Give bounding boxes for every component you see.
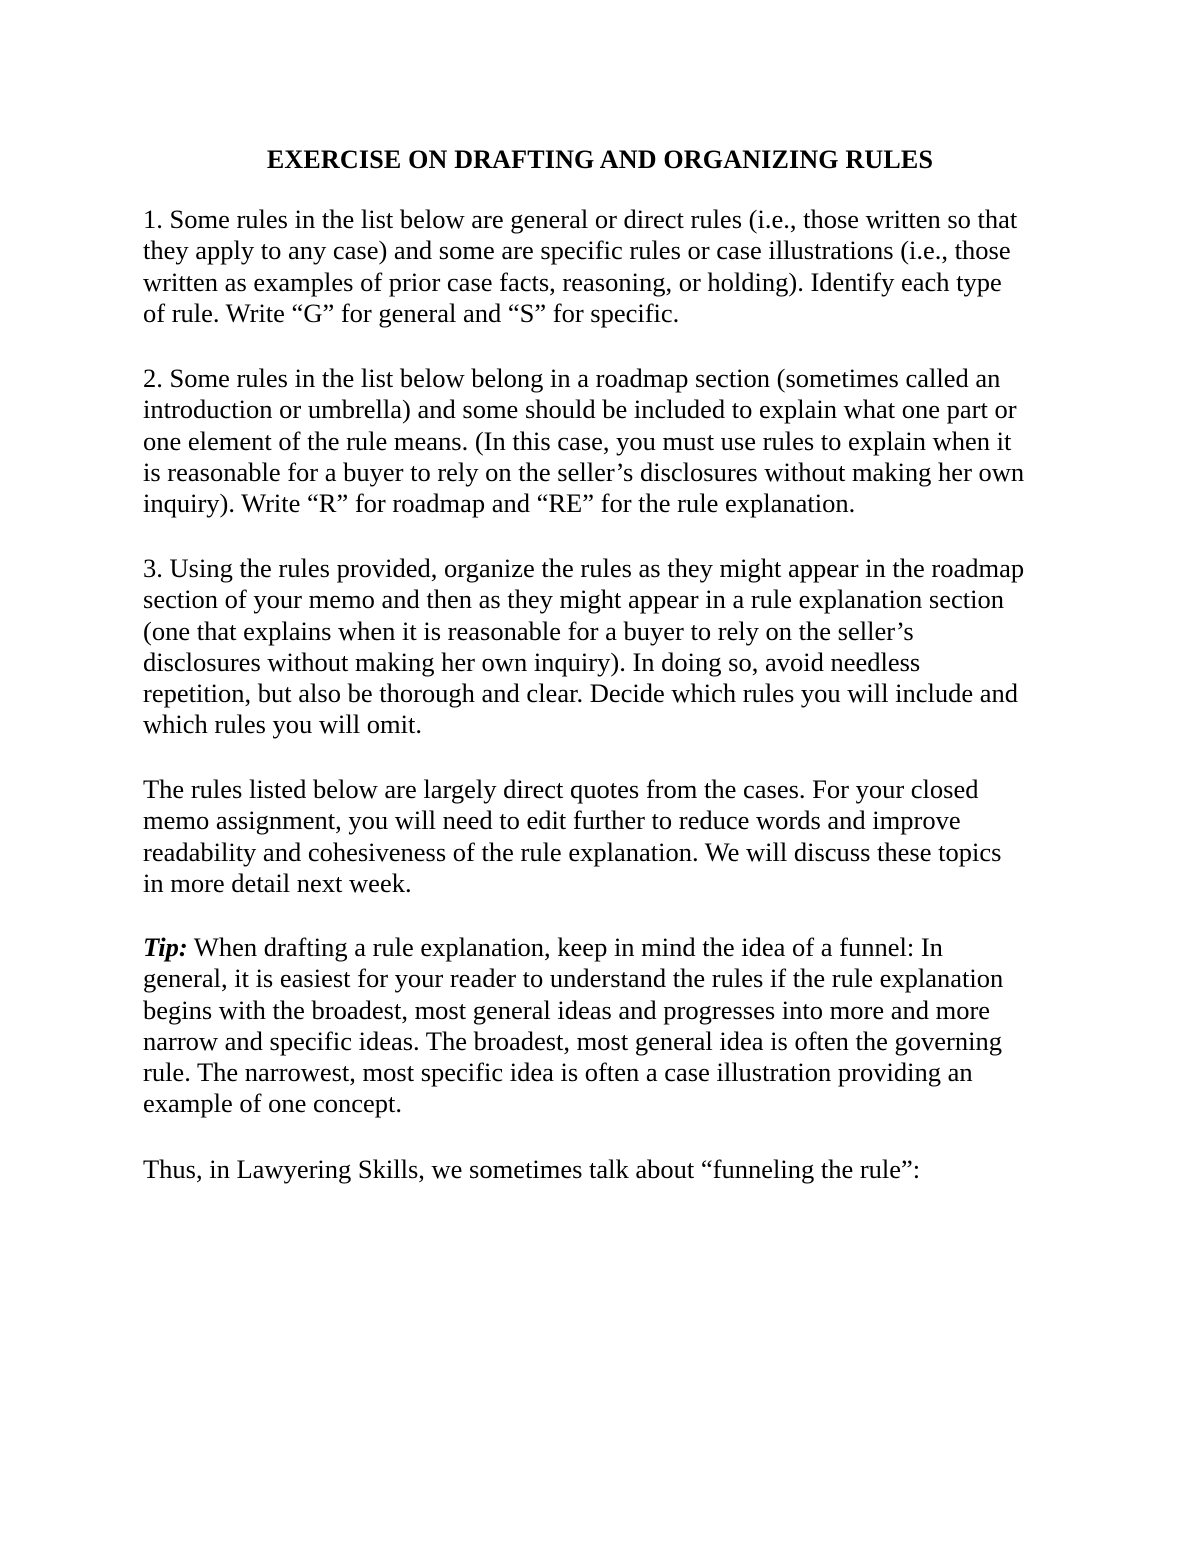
- tip-label: Tip:: [143, 932, 188, 962]
- text-line: disclosures without making her own inquiry). In doing so, avoid needless: [143, 646, 921, 677]
- text-line: readability and cohesiveness of the rule explanation. We will discuss these topics: [143, 836, 1002, 867]
- document-title: EXERCISE ON DRAFTING AND ORGANIZING RULES: [266, 145, 934, 174]
- text-line: in more detail next week.: [143, 867, 412, 898]
- closing-paragraph: [143, 1154, 1073, 1185]
- text-line: begins with the broadest, most general ideas and progresses into more and more: [143, 994, 991, 1025]
- text-line: one element of the rule means. (In this case, you must use rules to explain when it: [143, 425, 1012, 456]
- text-line: written as examples of prior case facts, reasoning, or holding). Identify each type: [143, 266, 1002, 297]
- text-line: 2. Some rules in the list below belong in a roadmap section (sometimes called an: [143, 363, 1001, 393]
- text-line: memo assignment, you will need to edit further to reduce words and improve: [143, 805, 961, 836]
- text-line: they apply to any case) and some are specific rules or case illustrations (i.e., those: [143, 235, 1011, 266]
- text-line: introduction or umbrella) and some should be included to explain what one part or: [143, 394, 1017, 425]
- tip-paragraph: [143, 932, 1073, 1120]
- text-line: rule. The narrowest, most specific idea is often a case illustration providing an: [143, 1057, 973, 1088]
- text-line: inquiry). Write “R” for roadmap and “RE” for the rule explanation.: [143, 488, 856, 519]
- tip-first-line-text: When drafting a rule explanation, keep in mind the idea of a funnel: In: [187, 932, 943, 962]
- text-line: 1. Some rules in the list below are general or direct rules (i.e., those written so that: [143, 204, 1018, 234]
- text-line: Thus, in Lawyering Skills, we sometimes talk about “funneling the rule”:: [143, 1154, 921, 1184]
- text-line: repetition, but also be thorough and clear. Decide which rules you will include and: [143, 678, 1018, 709]
- text-line: [143, 932, 1073, 963]
- text-line: (one that explains when it is reasonable for a buyer to rely on the seller’s: [143, 615, 914, 646]
- text-line: section of your memo and then as they might appear in a rule explanation section: [143, 584, 1004, 615]
- text-line: general, it is easiest for your reader to understand the rules if the rule explanation: [143, 963, 1004, 994]
- instruction-paragraph-1: [143, 204, 1073, 329]
- rules-note-paragraph: [143, 774, 1073, 899]
- text-line: which rules you will omit.: [143, 709, 422, 740]
- text-line: of rule. Write “G” for general and “S” for specific.: [143, 297, 680, 328]
- text-line: narrow and specific ideas. The broadest, most general idea is often the governing: [143, 1025, 1002, 1056]
- instruction-paragraph-3: [143, 553, 1073, 741]
- text-line: 3. Using the rules provided, organize the rules as they might appear in the roadmap: [143, 553, 1025, 583]
- text-line: example of one concept.: [143, 1088, 402, 1119]
- text-line: The rules listed below are largely direct quotes from the cases. For your closed: [143, 774, 979, 804]
- text-line: is reasonable for a buyer to rely on the seller’s disclosures without making her own: [143, 456, 1025, 487]
- instruction-paragraph-2: [143, 363, 1073, 519]
